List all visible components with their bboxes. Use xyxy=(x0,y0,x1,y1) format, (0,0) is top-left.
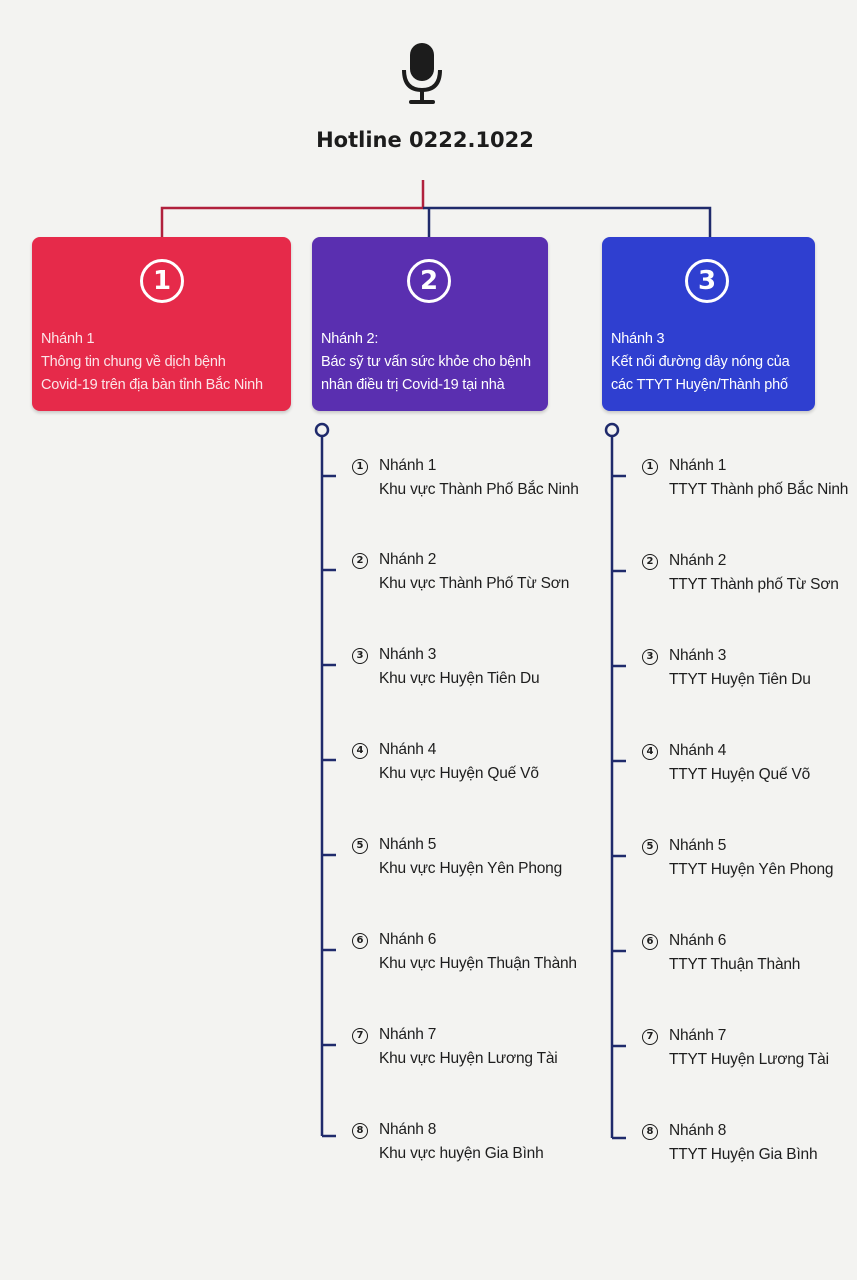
branch-3-desc-line-2: các TTYT Huyện/Thành phố xyxy=(611,377,788,393)
branch-3-text xyxy=(611,328,811,397)
sub-number-circle: 4 xyxy=(642,744,658,760)
sub-item-title: Nhánh 3 xyxy=(669,647,727,664)
spine-node-branch-2 xyxy=(316,424,328,436)
microphone-icon xyxy=(399,40,445,106)
sub-item-desc: TTYT Huyện Quế Võ xyxy=(669,766,811,783)
sub-number-circle: 6 xyxy=(352,933,368,949)
sub-item-desc: TTYT Huyện Tiên Du xyxy=(669,671,811,688)
sub-item-title: Nhánh 1 xyxy=(669,457,727,474)
branch-1-text xyxy=(41,328,287,397)
sub-item-title: Nhánh 3 xyxy=(379,646,437,663)
sub-number-circle: 1 xyxy=(352,459,368,475)
branch-3-number-badge: 3 xyxy=(685,259,729,303)
sub-item-title: Nhánh 8 xyxy=(669,1122,727,1139)
sub-item-desc: TTYT Thành phố Từ Sơn xyxy=(669,576,839,593)
sub-item-title: Nhánh 6 xyxy=(669,932,727,949)
branch-3-desc-line-1: Kết nối đường dây nóng của xyxy=(611,354,790,370)
connector-branch-3 xyxy=(423,208,710,237)
sub-item-title: Nhánh 2 xyxy=(379,551,437,568)
branch-2-desc-line-1: Bác sỹ tư vấn sức khỏe cho bệnh xyxy=(321,354,531,370)
sub-number-circle: 2 xyxy=(352,553,368,569)
sub-item-desc: Khu vực Huyện Quế Võ xyxy=(379,765,539,782)
ticks-branch-3 xyxy=(612,476,626,1138)
sub-item-desc: Khu vực Huyện Thuận Thành xyxy=(379,955,577,972)
sub-number-circle: 5 xyxy=(352,838,368,854)
sub-item-desc: TTYT Huyện Gia Bình xyxy=(669,1146,818,1163)
sub-item-desc: Khu vực Huyện Tiên Du xyxy=(379,670,540,687)
sub-item-desc: Khu vực Thành Phố Từ Sơn xyxy=(379,575,570,592)
branch-1-box xyxy=(32,237,291,411)
sub-item-title: Nhánh 8 xyxy=(379,1121,437,1138)
sub-item-desc: Khu vực huyện Gia Bình xyxy=(379,1145,544,1162)
branch-2-text xyxy=(321,328,544,397)
sub-item-desc: Khu vực Thành Phố Bắc Ninh xyxy=(379,481,579,498)
branch-1-desc-line-1: Thông tin chung về dịch bệnh xyxy=(41,354,226,370)
sub-number-circle: 6 xyxy=(642,934,658,950)
branch-1-desc-line-2: Covid-19 trên địa bàn tỉnh Bắc Ninh xyxy=(41,377,263,393)
branch-3-box xyxy=(602,237,815,411)
sub-item-title: Nhánh 1 xyxy=(379,457,437,474)
sub-number-circle: 8 xyxy=(352,1123,368,1139)
sub-number-circle: 8 xyxy=(642,1124,658,1140)
sub-number-circle: 4 xyxy=(352,743,368,759)
sub-item-title: Nhánh 5 xyxy=(669,837,727,854)
sub-item-title: Nhánh 7 xyxy=(379,1026,437,1043)
branch-2-desc-line-2: nhân điều trị Covid-19 tại nhà xyxy=(321,377,505,393)
sub-item-desc: Khu vực Huyện Lương Tài xyxy=(379,1050,558,1067)
connector-branch-1 xyxy=(162,180,423,237)
branch-2-box xyxy=(312,237,548,411)
branch-2-number-badge: 2 xyxy=(407,259,451,303)
sub-number-circle: 7 xyxy=(642,1029,658,1045)
sub-number-circle: 7 xyxy=(352,1028,368,1044)
branch-1-number-badge: 1 xyxy=(140,259,184,303)
sub-item-desc: Khu vực Huyện Yên Phong xyxy=(379,860,563,877)
sub-item-title: Nhánh 5 xyxy=(379,836,437,853)
sub-number-circle: 2 xyxy=(642,554,658,570)
sub-number-circle: 5 xyxy=(642,839,658,855)
ticks-branch-2 xyxy=(322,476,336,1136)
sub-item-title: Nhánh 2 xyxy=(669,552,727,569)
sub-item-title: Nhánh 7 xyxy=(669,1027,727,1044)
sub-item-desc: TTYT Huyện Yên Phong xyxy=(669,861,834,878)
sub-number-circle: 3 xyxy=(352,648,368,664)
sub-number-circle: 1 xyxy=(642,459,658,475)
branch-3-title: Nhánh 3 xyxy=(611,331,665,347)
spine-node-branch-3 xyxy=(606,424,618,436)
sub-item-desc: TTYT Huyện Lương Tài xyxy=(669,1051,829,1068)
sub-item-title: Nhánh 6 xyxy=(379,931,437,948)
sub-item-title: Nhánh 4 xyxy=(669,742,727,759)
branch-2-title: Nhánh 2: xyxy=(321,331,379,347)
sub-number-circle: 3 xyxy=(642,649,658,665)
hotline-title: Hotline 0222.1022 xyxy=(316,128,534,152)
sub-item-title: Nhánh 4 xyxy=(379,741,437,758)
sub-item-desc: TTYT Thuận Thành xyxy=(669,956,801,973)
branch-1-title: Nhánh 1 xyxy=(41,331,95,347)
sub-item-desc: TTYT Thành phố Bắc Ninh xyxy=(669,481,849,498)
